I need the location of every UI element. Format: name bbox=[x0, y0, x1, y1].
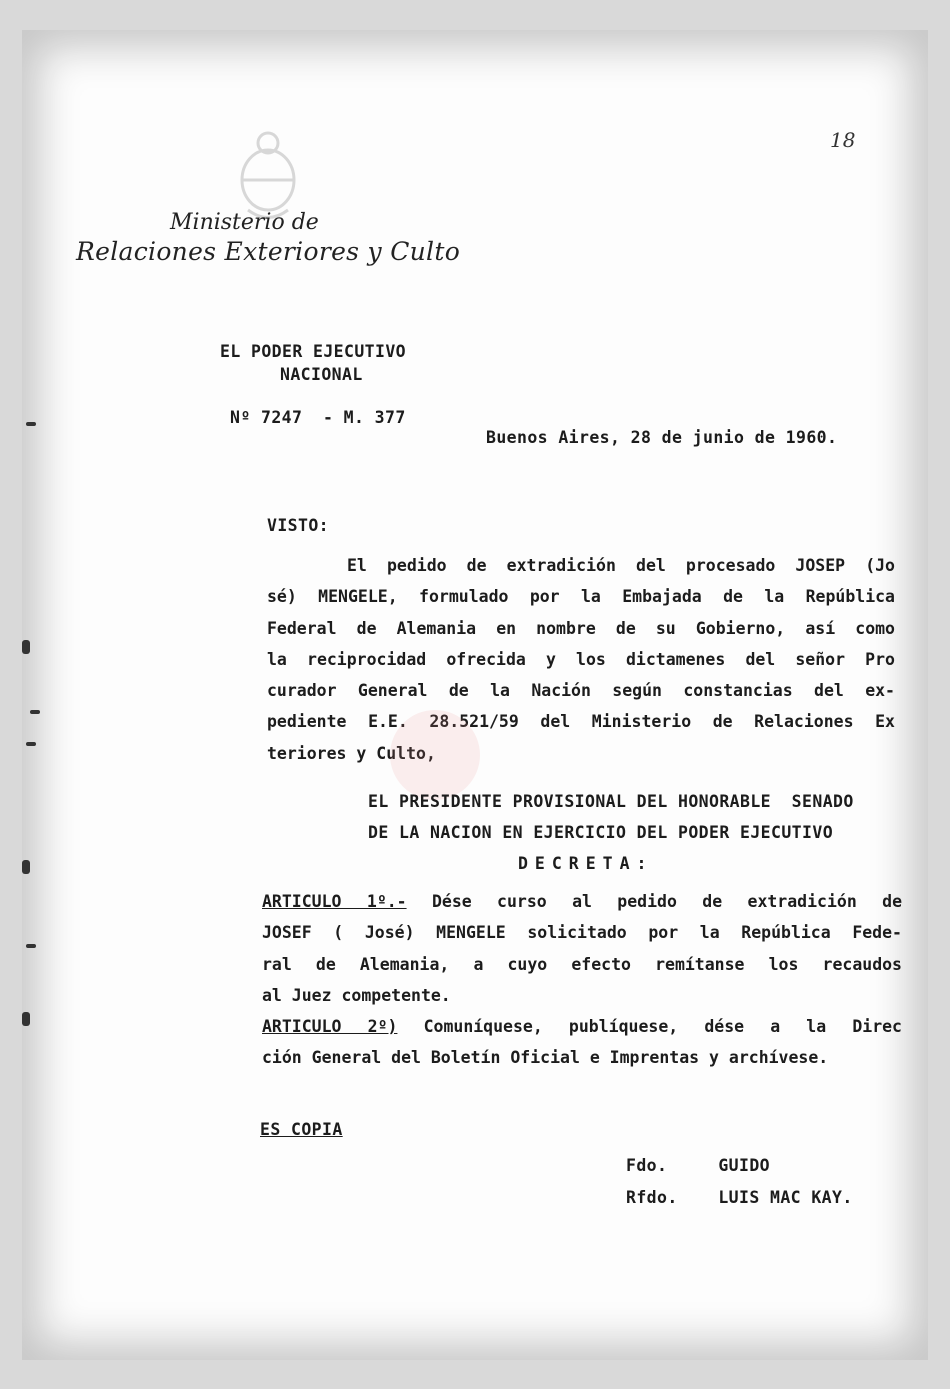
ink-speck bbox=[26, 742, 36, 746]
folio-number: 18 bbox=[830, 128, 856, 152]
ink-speck bbox=[26, 422, 36, 426]
es-copia-label: ES COPIA bbox=[260, 1120, 343, 1139]
visto-line: pediente E.E. 28.521/59 del Ministerio de Relaciones Ex bbox=[267, 712, 895, 732]
president-heading bbox=[368, 786, 854, 879]
article-2-line bbox=[262, 1011, 902, 1042]
signature-label: Rfdo. bbox=[626, 1188, 678, 1207]
signature-block bbox=[626, 1150, 853, 1214]
visto-line: sé) MENGELE, formulado por la Embajada de la República bbox=[267, 587, 895, 607]
article-1-line: ral de Alemania, a cuyo efecto remítanse los recaudos bbox=[262, 954, 902, 974]
visto-line: la reciprocidad ofrecida y los dictamenes del señor Pro bbox=[267, 649, 895, 669]
article-2-label: ARTICULO 2º) bbox=[262, 1017, 398, 1037]
date-line: Buenos Aires, 28 de junio de 1960. bbox=[486, 428, 838, 447]
ink-speck bbox=[22, 1012, 30, 1026]
article-1-line bbox=[262, 886, 902, 917]
ink-speck bbox=[26, 944, 36, 948]
visto-paragraph bbox=[267, 550, 895, 769]
signature-label: Fdo. bbox=[626, 1156, 668, 1175]
article-2-line: ción General del Boletín Oficial e Imprentas y archívese. bbox=[262, 1048, 829, 1068]
visto-line: teriores y Culto, bbox=[267, 743, 436, 763]
document-page bbox=[22, 30, 928, 1360]
visto-line: Federal de Alemania en nombre de su Gobierno, así como bbox=[267, 618, 895, 638]
articles bbox=[262, 886, 902, 1074]
signature-name: LUIS MAC KAY. bbox=[718, 1188, 853, 1207]
authority-line-2: NACIONAL bbox=[280, 365, 363, 384]
president-line-1: EL PRESIDENTE PROVISIONAL DEL HONORABLE SENADO bbox=[368, 792, 854, 811]
authority-line-1: EL PODER EJECUTIVO bbox=[220, 342, 407, 361]
ink-speck bbox=[22, 860, 30, 874]
article-2-text: Comuníquese, publíquese, dése a la Direc bbox=[423, 1017, 902, 1037]
president-line-2: DE LA NACION EN EJERCICIO DEL PODER EJECUTIVO bbox=[368, 823, 834, 842]
signature-name: GUIDO bbox=[718, 1156, 771, 1175]
issuing-authority bbox=[220, 340, 406, 386]
visto-line: El pedido de extradición del procesado JOSEP (Jo bbox=[347, 556, 895, 575]
letterhead-line-1: Ministerio de bbox=[170, 210, 319, 235]
signature-row bbox=[626, 1150, 853, 1182]
ink-speck bbox=[30, 710, 40, 714]
visto-line: curador General de la Nación según constancias del ex- bbox=[267, 681, 895, 701]
article-1-text: Dése curso al pedido de extradición de bbox=[431, 892, 902, 911]
decreta-heading: DECRETA: bbox=[518, 854, 654, 873]
ink-speck bbox=[22, 640, 30, 654]
letterhead-line-2: Relaciones Exteriores y Culto bbox=[76, 237, 461, 266]
visto-label: VISTO: bbox=[267, 516, 330, 535]
ministry-letterhead bbox=[76, 210, 460, 266]
signature-row bbox=[626, 1182, 853, 1214]
article-1-label: ARTICULO 1º.- bbox=[262, 892, 407, 911]
article-1-line: JOSEF ( José) MENGELE solicitado por la República Fede- bbox=[262, 923, 902, 943]
decree-number: Nº 7247 - M. 377 bbox=[230, 408, 406, 427]
article-1-line: al Juez competente. bbox=[262, 985, 451, 1005]
